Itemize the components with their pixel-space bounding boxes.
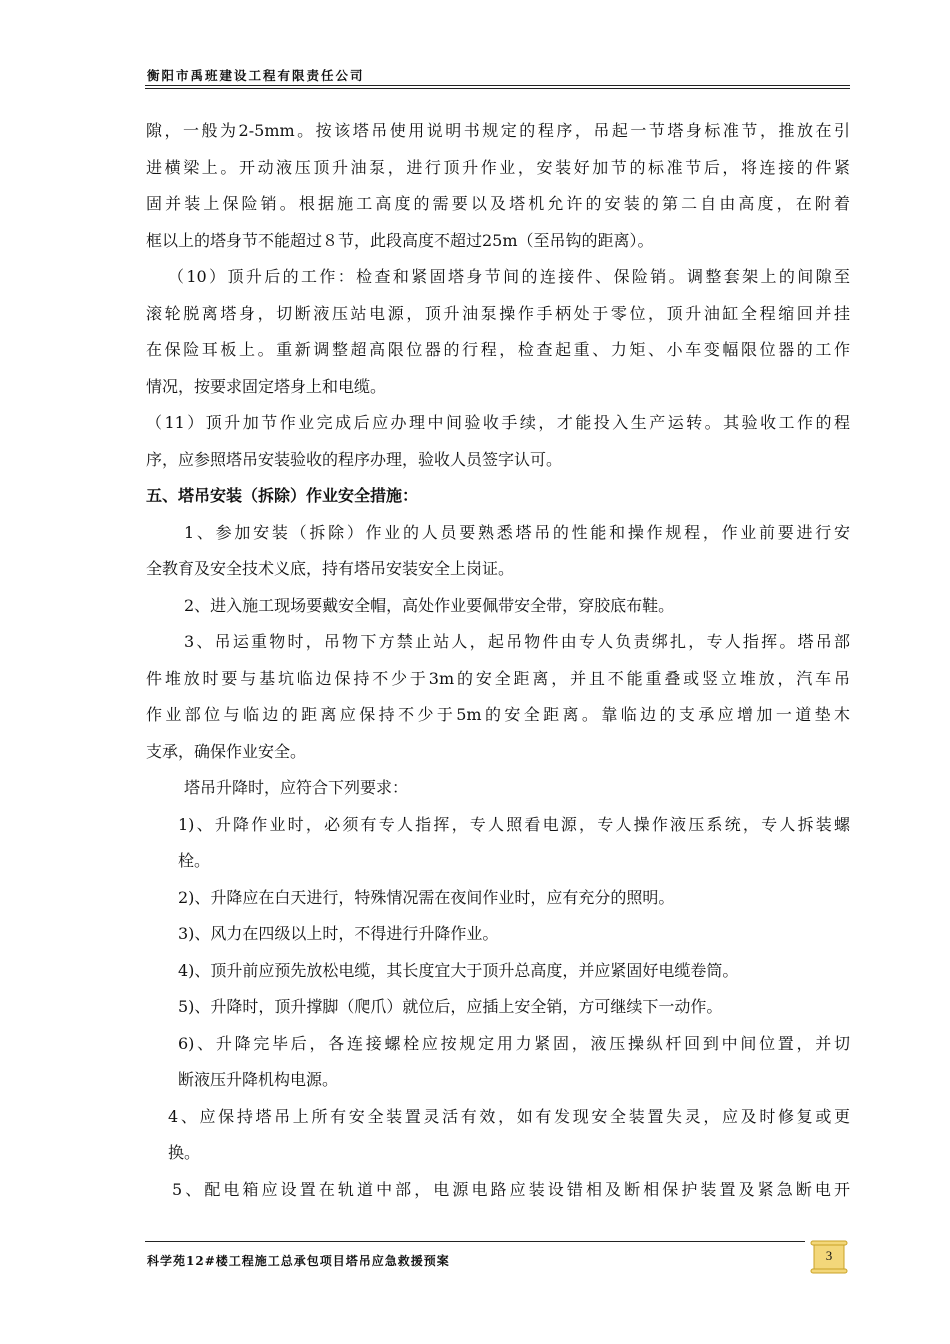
header-company-name: 衡阳市禹班建设工程有限责任公司	[147, 68, 365, 83]
paragraph-line: 换。	[168, 1143, 201, 1162]
list-item: 3)、风力在四级以上时，不得进行升降作业。	[178, 924, 499, 943]
list-item: 5)、升降时，顶升撑脚（爬爪）就位后，应插上安全销，方可继续下一动作。	[178, 997, 723, 1016]
list-item: 栓。	[178, 851, 211, 870]
paragraph-line: 3、吊运重物时，吊物下方禁止站人，起吊物件由专人负责绑扎，专人指挥。塔吊部	[184, 632, 850, 651]
document-body	[146, 113, 850, 1208]
paragraph-line: 滚轮脱离塔身，切断液压站电源，顶升油泵操作手柄处于零位，顶升油缸全程缩回并挂	[146, 303, 850, 323]
paragraph-line: 1、参加安装（拆除）作业的人员要熟悉塔吊的性能和操作规程，作业前要进行安	[184, 522, 850, 542]
footer-document-title: 科学苑12#楼工程施工总承包项目塔吊应急救援预案	[147, 1254, 450, 1268]
paragraph-line: 进横梁上。开动液压顶升油泵，进行顶升作业，安装好加节的标准节后，将连接的件紧	[146, 157, 850, 177]
list-item: 1)、升降作业时，必须有专人指挥，专人照看电源，专人操作液压系统，专人拆装螺	[178, 814, 850, 834]
paragraph-line: 件堆放时要与基坑临边保持不少于3m的安全距离，并且不能重叠或竖立堆放，汽车吊	[146, 668, 850, 688]
paragraph-line: 隙，一般为2-5mm。按该塔吊使用说明书规定的程序，吊起一节塔身标准节，推放在引	[146, 121, 850, 140]
list-item: 2)、升降应在白天进行，特殊情况需在夜间作业时，应有充分的照明。	[178, 887, 675, 907]
paragraph-line: 2、进入施工现场要戴安全帽，高处作业要佩带安全带，穿胶底布鞋。	[184, 595, 675, 615]
paragraph-line: 支承，确保作业安全。	[146, 741, 307, 761]
page-number: 3	[825, 1248, 833, 1263]
paragraph-line: 序，应参照塔吊安装验收的程序办理，验收人员签字认可。	[146, 449, 563, 469]
paragraph-line: 全教育及安全技术义底，持有塔吊安装安全上岗证。	[146, 559, 515, 578]
paragraph-line: （11）顶升加节作业完成后应办理中间验收手续，才能投入生产运转。其验收工作的程	[146, 413, 850, 432]
paragraph-line: 固并装上保险销。根据施工高度的需要以及塔机允许的安装的第二自由高度，在附着	[146, 194, 850, 213]
header-rule-thin	[145, 88, 850, 89]
paragraph-line: 在保险耳板上。重新调整超高限位器的行程，检查起重、力矩、小车变幅限位器的工作	[146, 340, 850, 359]
header-rule	[145, 85, 850, 86]
paragraph-line: 情况，按要求固定塔身上和电缆。	[146, 376, 387, 396]
list-item: 断液压升降机构电源。	[178, 1070, 339, 1089]
paragraph-line: 5、配电箱应设置在轨道中部，电源电路应装设错相及断相保护装置及紧急断电开	[172, 1179, 850, 1199]
paragraph-line: 塔吊升降时，应符合下列要求：	[184, 778, 409, 797]
page-number-scroll	[810, 1240, 848, 1274]
list-item: 4)、顶升前应预先放松电缆，其长度宜大于顶升总高度，并应紧固好电缆卷筒。	[178, 960, 739, 980]
paragraph-line: 4、应保持塔吊上所有安全装置灵活有效，如有发现安全装置失灵，应及时修复或更	[168, 1106, 850, 1126]
section-heading: 五、塔吊安装（拆除）作业安全措施：	[146, 486, 419, 505]
paragraph-line: （10）顶升后的工作：检查和紧固塔身节间的连接件、保险销。调整套架上的间隙至	[168, 267, 850, 286]
footer-rule	[145, 1241, 805, 1242]
list-item: 6)、升降完毕后，各连接螺栓应按规定用力紧固，液压操纵杆回到中间位置，并切	[178, 1033, 850, 1053]
paragraph-line: 框以上的塔身节不能超过８节，此段高度不超过25m（至吊钩的距离）。	[146, 230, 654, 250]
paragraph-line: 作业部位与临边的距离应保持不少于5m的安全距离。靠临边的支承应增加一道垫木	[146, 705, 850, 724]
